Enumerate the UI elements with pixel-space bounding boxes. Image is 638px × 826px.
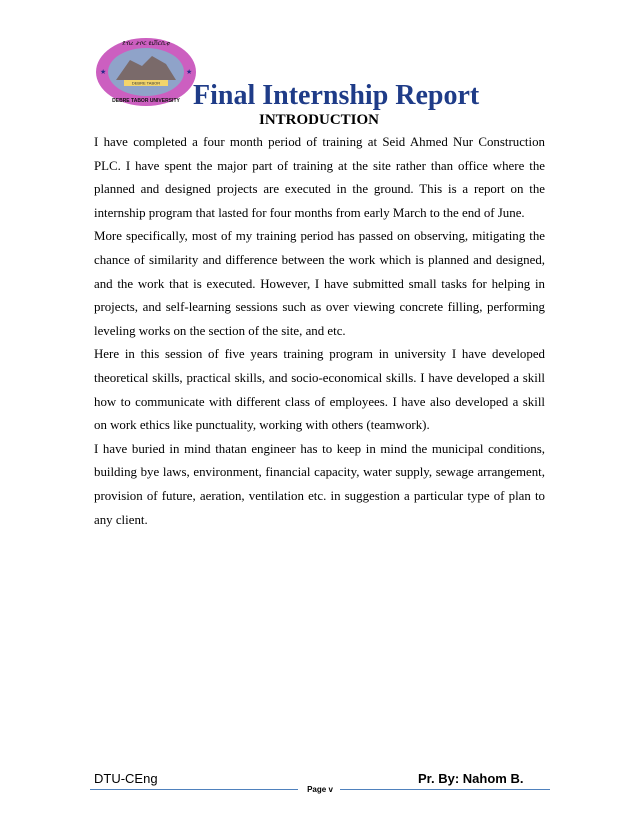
section-heading: INTRODUCTION	[258, 112, 379, 128]
logo-top-text: ደብረ ታቦር ዩኒቨርሲቲ	[122, 40, 170, 47]
footer-left-text: DTU-CEng	[94, 771, 158, 786]
university-logo	[94, 36, 198, 108]
footer-divider	[90, 789, 298, 790]
star-icon: ★	[186, 68, 193, 76]
logo-bottom-text: DEBRE TABOR UNIVERSITY	[112, 98, 180, 104]
paragraph: I have buried in mind thatan engineer has to keep in mind the municipal conditions, building bye laws, environment, financial capacity, water supply, sewage arrangement, provision of future, aeration, ventilation etc. in suggestion a particular type of plan to any client.	[94, 441, 545, 527]
body-text	[94, 131, 545, 532]
report-title: Final Internship Report	[193, 80, 480, 111]
university-seal-icon	[94, 36, 198, 108]
paragraph: I have completed a four month period of training at Seid Ahmed Nur Construction PLC. I have spent the major part of training at the site rather than office where the planned and designed projects are executed in the ground. This is a report on the internship program that lasted for four months from early March to the end of June.	[94, 135, 545, 220]
paragraph: More specifically, most of my training period has passed on observing, mitigating the chance of similarity and difference between the work which is planned and designed, and the work that is executed. However, I have submitted small tasks for helping in projects, and self-learning sessions such as over viewing concrete filling, performing leveling works on the section of the site, and etc.	[94, 229, 545, 338]
page-number: Page v	[307, 785, 333, 794]
logo-banner-text: DEBRE TABOR	[131, 80, 161, 86]
footer-divider	[340, 789, 550, 790]
star-icon: ★	[100, 68, 107, 76]
footer-author: Pr. By: Nahom B.	[418, 771, 524, 786]
paragraph: Here in this session of five years training program in university I have developed theoretical skills, practical skills, and socio-economical skills. I have developed a skill how to communicate with different class of employees. I have also developed a skill on work ethics like punctuality, working with others (teamwork).	[94, 347, 545, 433]
